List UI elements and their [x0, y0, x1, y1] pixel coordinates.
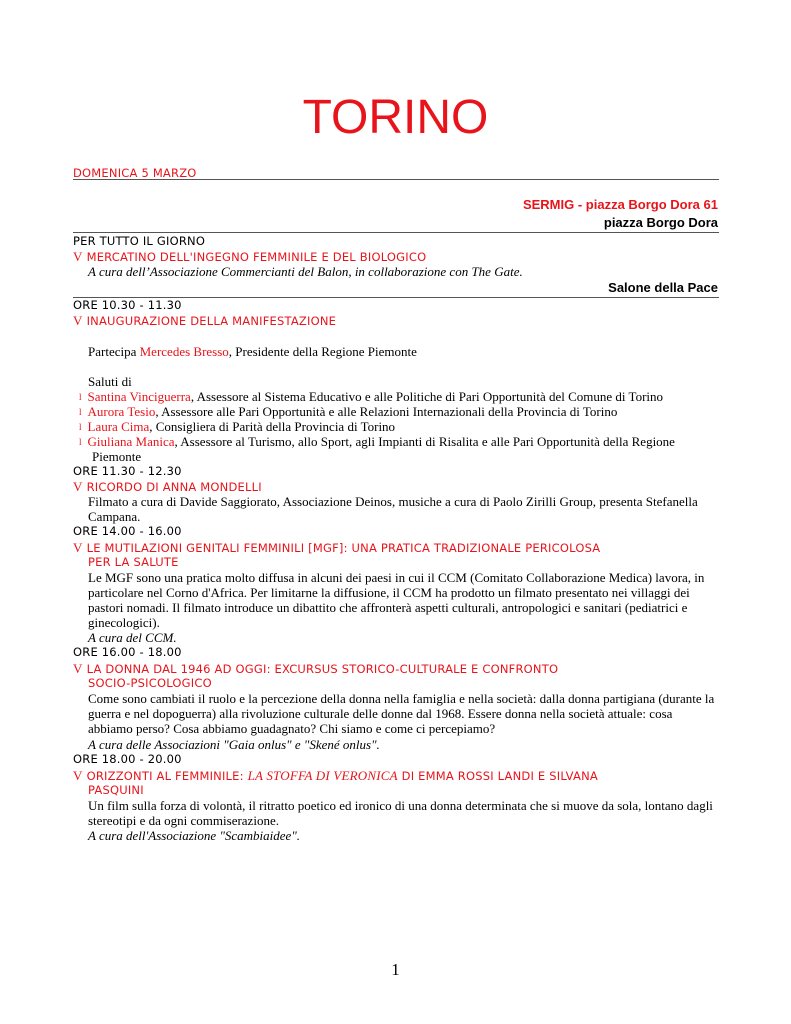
event-description: Filmato a cura di Davide Saggiorato, Associazione Deinos, musiche a cura di Paolo Zirilli Group, presenta Stefanella: [88, 494, 698, 509]
event-title-continuation: PER LA SALUTE: [88, 555, 179, 569]
list-item: l Laura Cima, Consigliera di Parità della Provincia di Torino: [79, 419, 396, 434]
divider: [73, 179, 719, 180]
event-credit: A cura del CCM.: [88, 630, 177, 645]
event-description: stereotipi e da ogni commiserazione.: [88, 813, 279, 828]
list-item: l Aurora Tesio, Assessore alle Pari Opportunità e alle Relazioni Internazionali della Provincia di Torino: [79, 404, 618, 419]
check-mark-icon: V: [73, 661, 83, 676]
check-mark-icon: V: [73, 540, 83, 555]
event-description: pastori nomadi. Il filmato introduce un dibattito che affronterà aspetti culturali, antropologici e sanitari (pediatrici e: [88, 600, 688, 615]
venue-sub-piazza: piazza Borgo Dora: [603, 215, 718, 230]
time-slot: ORE 10.30 - 11.30: [73, 298, 182, 312]
time-slot: ORE 16.00 - 18.00: [73, 645, 182, 659]
event-description: particolare nel Corno d'Africa. Per limitarne la diffusione, il CCM ha prodotto un filmato presentato nei villaggi dei: [88, 585, 690, 600]
event-date: DOMENICA 5 MARZO: [73, 166, 197, 180]
divider: [73, 232, 719, 233]
event-credit: A cura delle Associazioni "Gaia onlus" e "Skené onlus".: [88, 737, 380, 752]
event-description: Come sono cambiati il ruolo e la percezione della donna nella famiglia e nella società: dalla donna partigiana (durante la: [88, 691, 715, 706]
list-item: l Santina Vinciguerra, Assessore al Sistema Educativo e alle Politiche di Pari Opportunità del Comune di Torino: [79, 389, 664, 404]
time-slot: ORE 18.00 - 20.00: [73, 752, 182, 766]
event-description: Le MGF sono una pratica molto diffusa in alcuni dei paesi in cui il CCM (Comitato Collaborazione Medica) lavora, in: [88, 570, 705, 585]
event-credit: A cura dell’Associazione Commercianti del Balon, in collaborazione con The Gate.: [88, 264, 523, 279]
list-item-continuation: Piemonte: [92, 449, 142, 464]
bullet-icon: l: [79, 392, 82, 402]
event-credit: A cura dell'Associazione "Scambiaidee".: [88, 828, 301, 843]
check-mark-icon: V: [73, 313, 83, 328]
venue-main: SERMIG - piazza Borgo Dora 61: [522, 197, 718, 212]
check-mark-icon: V: [73, 479, 83, 494]
bullet-icon: l: [79, 407, 82, 417]
event-description: ginecologici).: [88, 615, 160, 630]
check-mark-icon: V: [73, 768, 83, 783]
bullet-icon: l: [79, 422, 82, 432]
page-title: TORINO: [302, 91, 489, 144]
list-item: l Giuliana Manica, Assessore al Turismo, allo Sport, agli Impianti di Risalita e alle Pari Opportunità della Regione: [79, 434, 675, 449]
event-description: Un film sulla forza di volontà, il ritratto poetico ed ironico di una donna determinata che si muove da sola, lontano dagli: [88, 798, 713, 813]
event-description: Campana.: [88, 509, 141, 524]
event-title-continuation: SOCIO-PSICOLOGICO: [88, 676, 212, 690]
check-mark-icon: V: [73, 249, 83, 264]
event-title: V ORIZZONTI AL FEMMINILE: LA STOFFA DI VERONICA DI EMMA ROSSI LANDI E SILVANA: [73, 768, 598, 783]
bullet-icon: l: [79, 437, 82, 447]
time-slot: ORE 11.30 - 12.30: [73, 464, 182, 478]
event-description: guerra e nel dopoguerra) alla rivoluzione culturale delle donne dal 1968. Essere donna nella società attuale: cosa: [88, 706, 673, 721]
event-title: V RICORDO DI ANNA MONDELLI: [73, 479, 262, 494]
greetings-label: Saluti di: [88, 374, 132, 389]
page-number: 1: [391, 960, 400, 979]
event-title: V INAUGURAZIONE DELLA MANIFESTAZIONE: [73, 313, 337, 328]
event-description: abbiamo perso? Cosa abbiamo guadagnato? Chi siamo e come ci percepiamo?: [88, 721, 496, 736]
participant-line: Partecipa Mercedes Bresso, Presidente della Regione Piemonte: [88, 344, 417, 359]
event-title: V LA DONNA DAL 1946 AD OGGI: EXCURSUS STORICO-CULTURALE E CONFRONTO: [73, 661, 559, 676]
venue-sub-salone: Salone della Pace: [608, 280, 718, 295]
time-slot: PER TUTTO IL GIORNO: [73, 234, 206, 248]
time-slot: ORE 14.00 - 16.00: [73, 524, 182, 538]
event-title-continuation: PASQUINI: [88, 783, 144, 797]
event-title: V MERCATINO DELL'INGEGNO FEMMINILE E DEL BIOLOGICO: [73, 249, 427, 264]
event-title: V LE MUTILAZIONI GENITALI FEMMINILI [MGF]: UNA PRATICA TRADIZIONALE PERICOLOSA: [73, 540, 601, 555]
